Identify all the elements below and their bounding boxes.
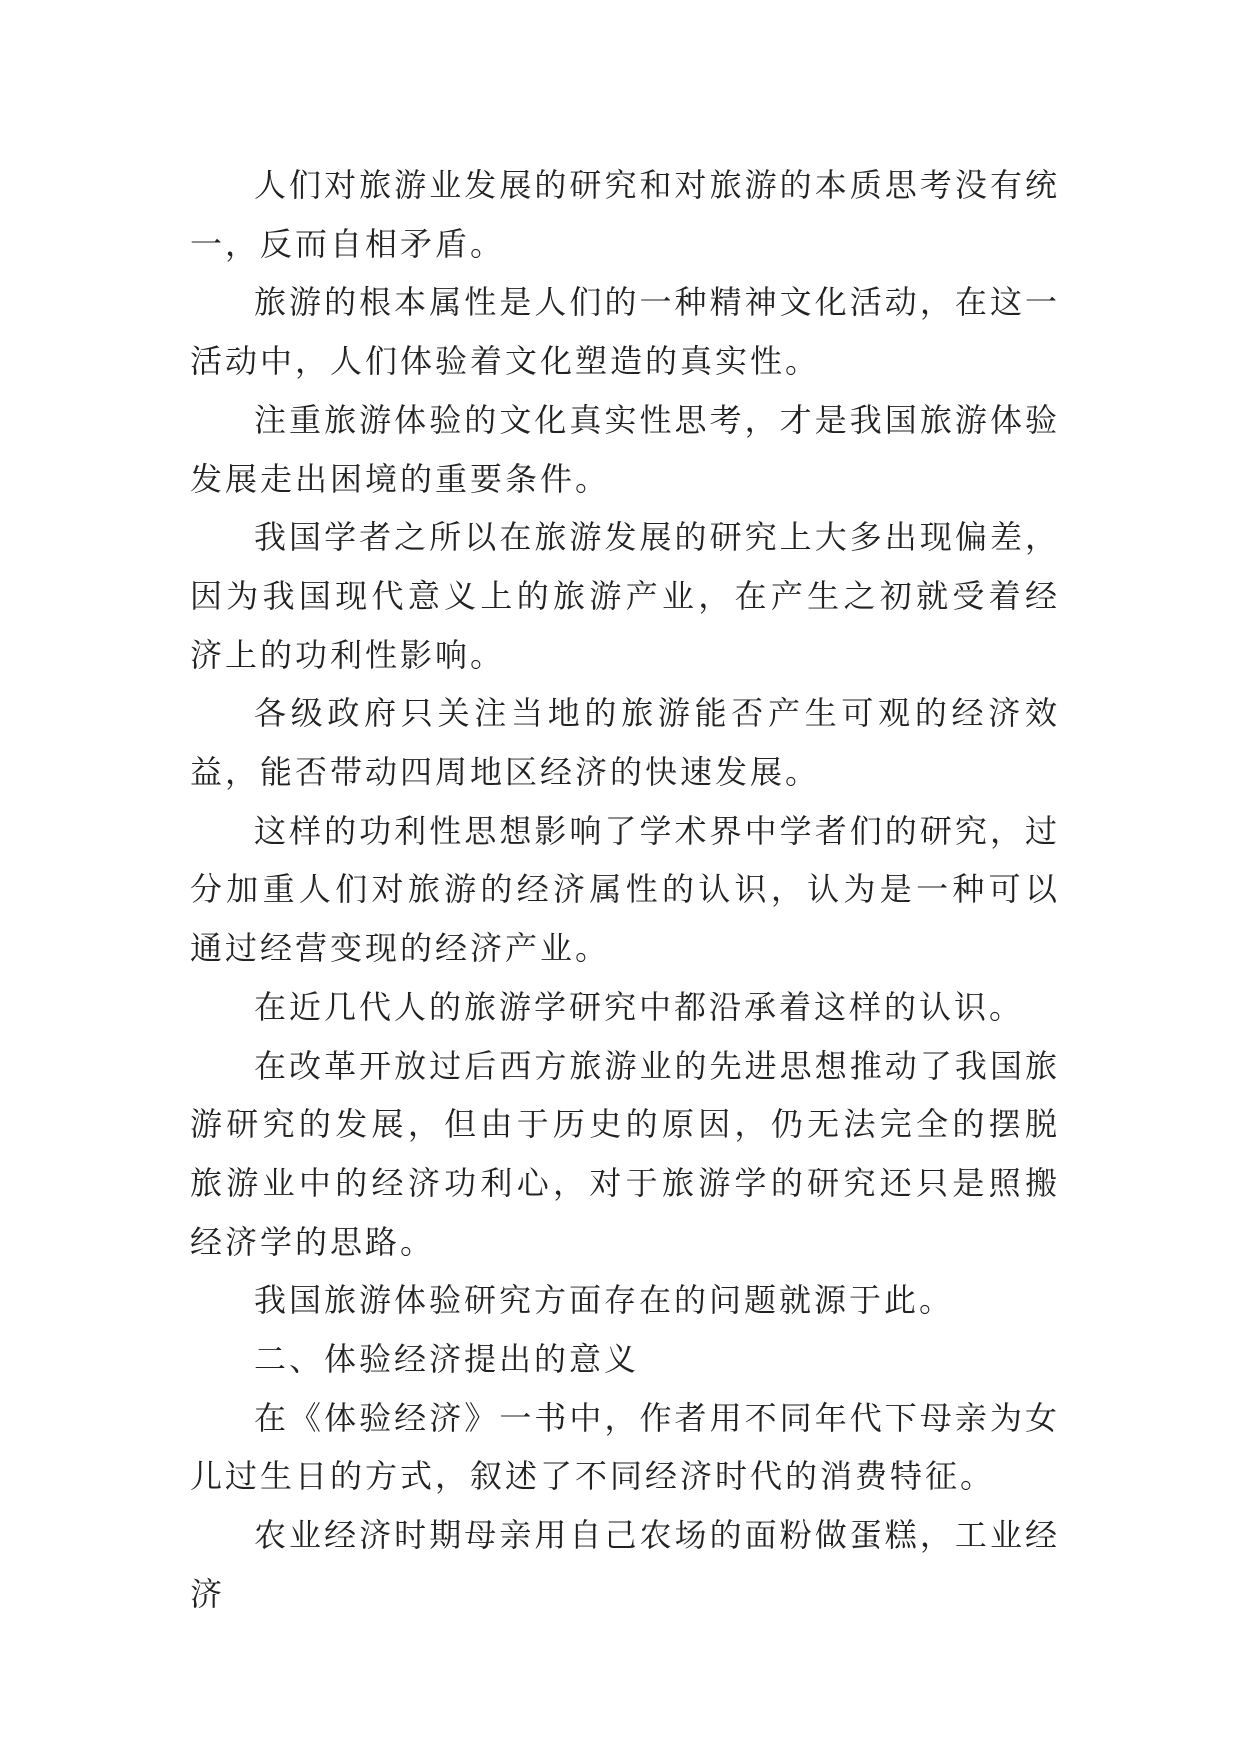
paragraph: 人们对旅游业发展的研究和对旅游的本质思考没有统一，反而自相矛盾。 — [190, 166, 1060, 263]
paragraph: 这样的功利性思想影响了学术界中学者们的研究，过分加重人们对旅游的经济属性的认识，认为是一种可以通过经营变现的经济产业。 — [190, 811, 1060, 968]
paragraph: 在《体验经济》一书中，作者用不同年代下母亲为女儿过生日的方式，叙述了不同经济时代的消费特征。 — [190, 1398, 1060, 1496]
paragraph: 我国学者之所以在旅游发展的研究上大多出现偏差，因为我国现代意义上的旅游产业，在产生之初就受着经济上的功利性影响。 — [190, 518, 1060, 674]
paragraph: 农业经济时期母亲用自己农场的面粉做蛋糕，工业经济 — [190, 1516, 1060, 1613]
document-body — [190, 156, 1060, 1624]
section-heading: 二、体验经济提出的意义 — [254, 1340, 640, 1379]
paragraph: 各级政府只关注当地的旅游能否产生可观的经济效益，能否带动四周地区经济的快速发展。 — [190, 694, 1060, 792]
paragraph: 注重旅游体验的文化真实性思考，才是我国旅游体验发展走出困境的重要条件。 — [190, 400, 1060, 498]
paragraph: 在改革开放过后西方旅游业的先进思想推动了我国旅游研究的发展，但由于历史的原因，仍无法完全的摆脱旅游业中的经济功利心，对于旅游学的研究还只是照搬经济学的思路。 — [190, 1046, 1060, 1261]
paragraph: 在近几代人的旅游学研究中都沿承着这样的认识。 — [254, 987, 1025, 1026]
paragraph: 旅游的根本属性是人们的一种精神文化活动，在这一活动中，人们体验着文化塑造的真实性。 — [190, 283, 1060, 381]
paragraph: 我国旅游体验研究方面存在的问题就源于此。 — [254, 1281, 955, 1320]
